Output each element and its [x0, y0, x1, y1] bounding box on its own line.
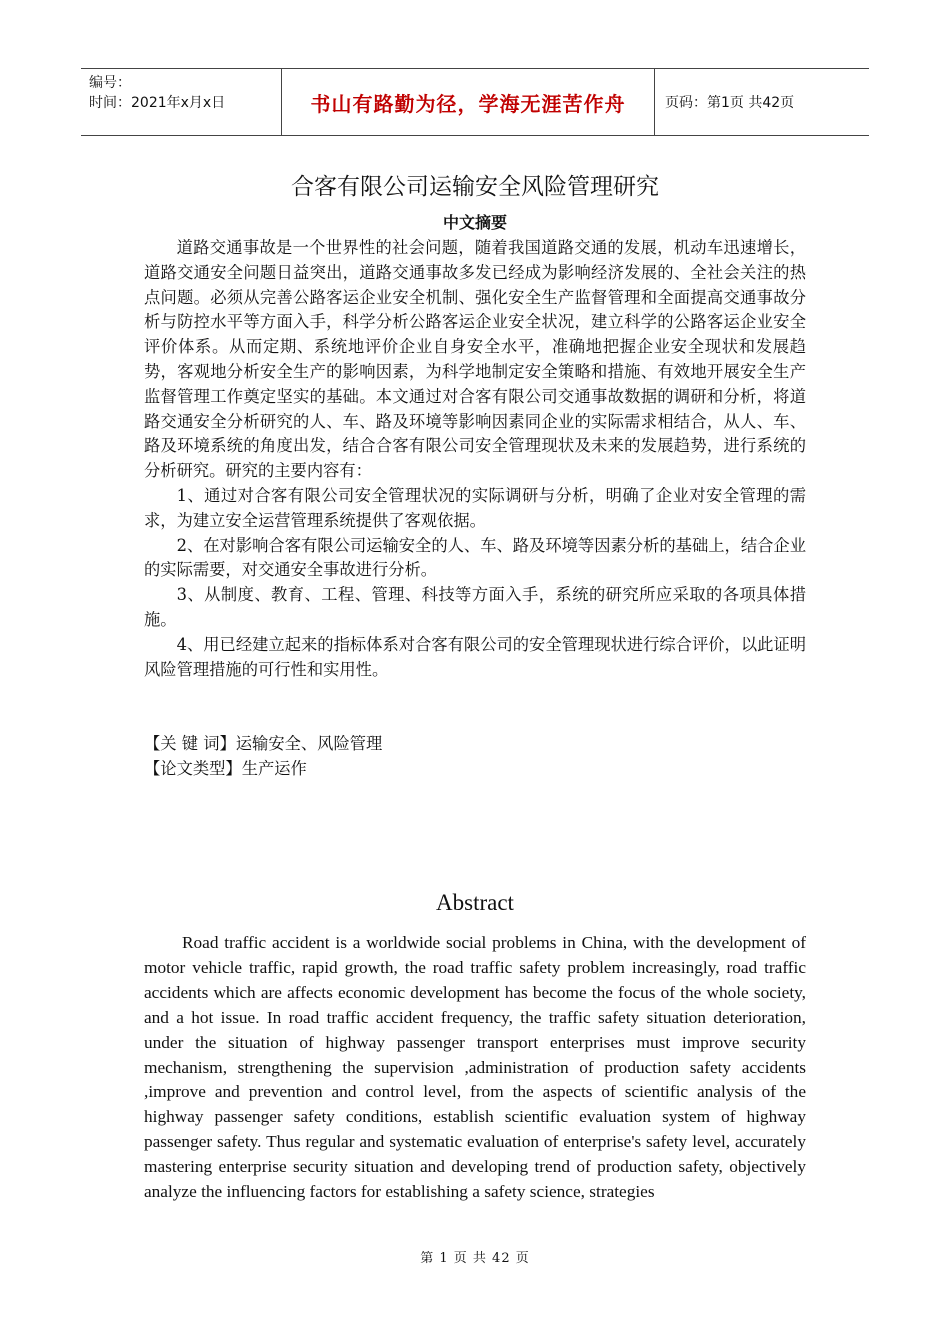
header-motto: 书山有路勤为径，学海无涯苦作舟	[282, 69, 655, 135]
abstract-cn-body	[144, 236, 806, 682]
header-page-info: 页码：第1页 共42页	[665, 95, 795, 111]
document-title: 合客有限公司运输安全风险管理研究	[291, 174, 659, 200]
abstract-cn-heading: 中文摘要	[442, 213, 507, 232]
document-number-label: 编号：	[89, 75, 131, 91]
abstract-cn-paragraph: 1、通过对合客有限公司安全管理状况的实际调研与分析，明确了企业对安全管理的需求，为建立安全运营管理系统提供了客观依据。	[144, 485, 806, 530]
keywords-line: 【关 键 词】运输安全、风险管理	[144, 734, 383, 753]
page-footer: 第 1 页 共 42 页	[420, 1251, 530, 1266]
abstract-cn-paragraph: 2、在对影响合客有限公司运输安全的人、车、路及环境等因素分析的基础上，结合企业的实际需要，对交通安全事故进行分析。	[144, 535, 806, 580]
abstract-cn-paragraph: 道路交通事故是一个世界性的社会问题，随着我国道路交通的发展，机动车迅速增长，道路交通安全问题日益突出，道路交通事故多发已经成为影响经济发展的、全社会关注的热点问题。必须从完善公路客运企业安全机制、强化安全生产监督管理和全面提高交通事故分析与防控水平等方面入手，科学分析公路客运企业安全状况，建立科学的公路客运企业安全评价体系。从而定期、系统地评价企业自身安全水平，准确地把握企业安全现状和发展趋势，客观地分析安全生产的影响因素，为科学地制定安全策略和措施、有效地开展安全生产监督管理工作奠定坚实的基础。本文通过对合客有限公司交通事故数据的调研和分析，将道路交通安全分析研究的人、车、路及环境等影响因素同企业的实际需求相结合，从人、车、路及环境系统的角度出发，结合合客有限公司安全管理现状及未来的发展趋势，进行系统的分析研究。研究的主要内容有：	[144, 238, 806, 481]
abstract-cn-paragraph: 4、用已经建立起来的指标体系对合客有限公司的安全管理现状进行综合评价，以此证明风险管理措施的可行性和实用性。	[144, 634, 806, 679]
paper-type-line: 【论文类型】生产运作	[144, 759, 307, 778]
abstract-en-heading: Abstract	[436, 890, 514, 915]
document-time-label: 时间：2021年x月x日	[89, 95, 226, 111]
abstract-en-body: Road traffic accident is a worldwide social problems in China, with the development of motor vehicle traffic, rapid growth, the road traffic safety problem increasingly, road traffic accidents which are affects economic development has become the focus of the whole society, and a hot issue. In road traffic accident frequency, the traffic safety situation deterioration, under the situation of highway passenger transport enterprises must improve security mechanism, strengthening the supervision ,administration of production safety accidents ,improve and prevention and control level, from the aspects of scientific analysis of the highway passenger safety conditions, establish scientific evaluation system of highway passenger safety. Thus regular and systematic evaluation of enterprise's safety level, accurately mastering enterprise security situation and developing trend of production safety, objectively analyze the influencing factors for establishing a safety science, strategies	[144, 933, 806, 1202]
header-table	[81, 68, 869, 136]
abstract-cn-paragraph: 3、从制度、教育、工程、管理、科技等方面入手，系统的研究所应采取的各项具体措施。	[144, 585, 806, 629]
header-meta-cell	[81, 69, 282, 135]
